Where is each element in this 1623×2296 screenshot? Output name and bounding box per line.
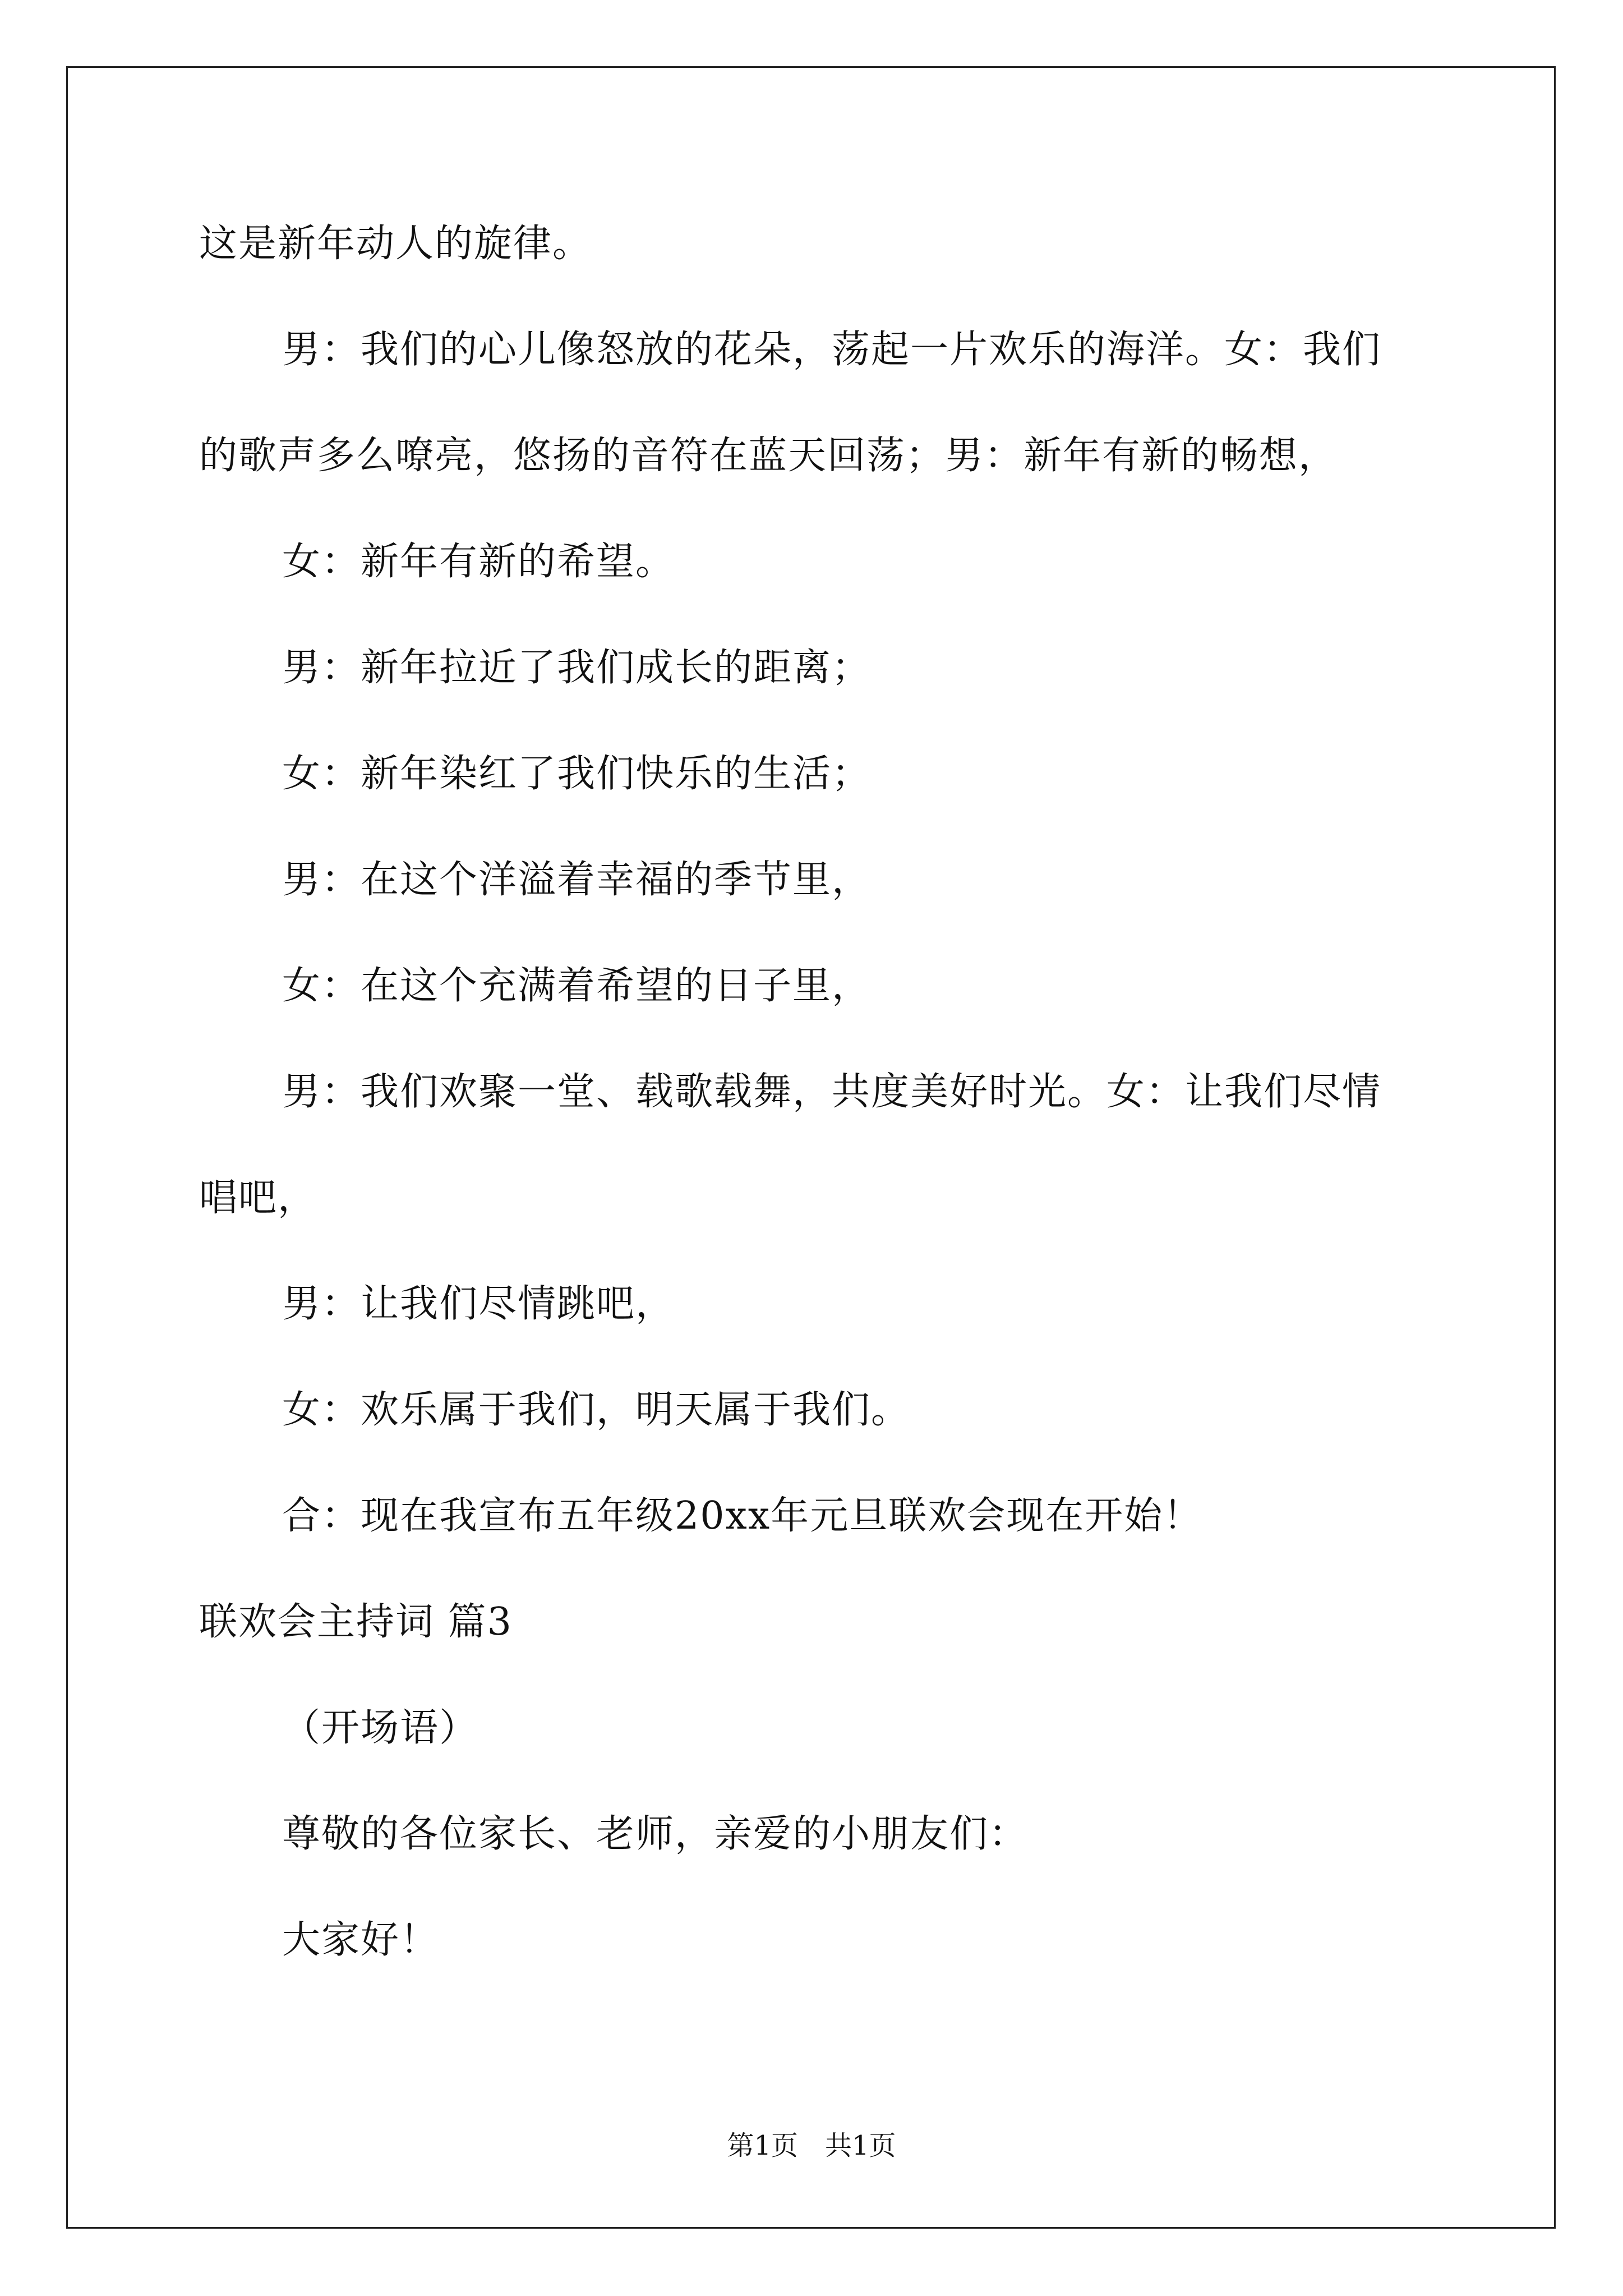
paragraph: 女：在这个充满着希望的日子里， xyxy=(282,964,872,1008)
paragraph: 男：在这个洋溢着幸福的季节里， xyxy=(282,858,872,902)
paragraph: 的歌声多么嘹亮，悠扬的音符在蓝天回荡；男：新年有新的畅想， xyxy=(199,434,1338,478)
paragraph: 男：我们的心儿像怒放的花朵，荡起一片欢乐的海洋。女：我们 xyxy=(282,328,1382,372)
paragraph: （开场语） xyxy=(282,1706,479,1750)
paragraph: 唱吧， xyxy=(199,1176,317,1220)
paragraph: 女：欢乐属于我们，明天属于我们。 xyxy=(282,1388,911,1432)
paragraph: 合：现在我宣布五年级20xx年元旦联欢会现在开始！ xyxy=(282,1494,1203,1538)
page-footer: 第1页 共1页 xyxy=(727,2130,896,2161)
paragraph: 尊敬的各位家长、老师，亲爱的小朋友们： xyxy=(282,1812,1029,1856)
paragraph: 男：我们欢聚一堂、载歌载舞，共度美好时光。女：让我们尽情 xyxy=(282,1070,1382,1114)
paragraph: 女：新年染红了我们快乐的生活； xyxy=(282,752,872,796)
paragraph: 大家好！ xyxy=(282,1918,440,1962)
document-body xyxy=(199,218,1433,2020)
paragraph: 男：新年拉近了我们成长的距离； xyxy=(282,646,872,690)
paragraph: 这是新年动人的旋律。 xyxy=(199,222,592,266)
section-heading: 联欢会主持词 篇3 xyxy=(199,1600,513,1644)
paragraph: 男：让我们尽情跳吧， xyxy=(282,1282,675,1326)
paragraph: 女：新年有新的希望。 xyxy=(282,540,675,584)
